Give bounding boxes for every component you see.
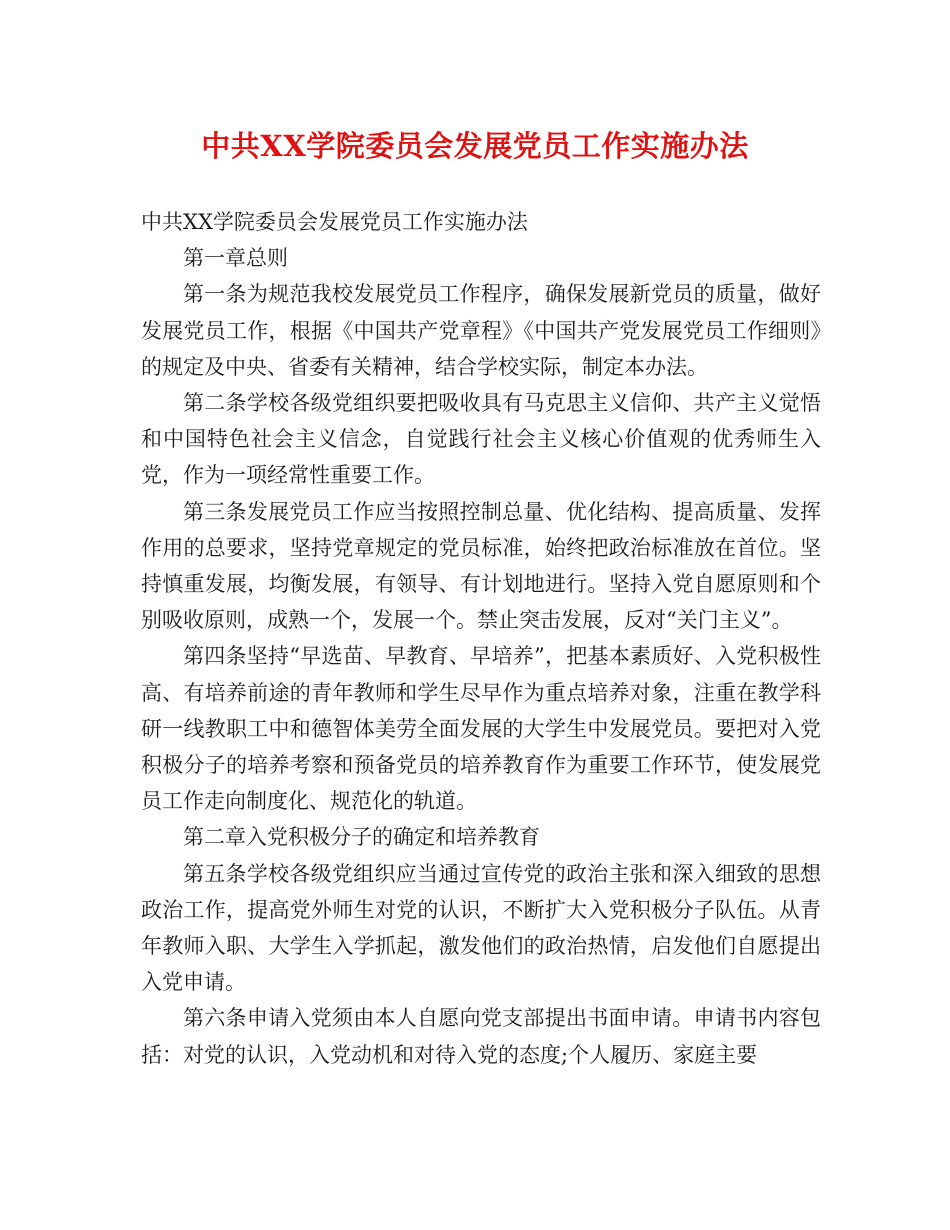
document-body — [141, 204, 821, 1073]
article-paragraph: 第五条学校各级党组织应当通过宣传党的政治主张和深入细致的思想政治工作，提高党外师生对党的认识，不断扩大入党积极分子队伍。从青年教师入职、大学生入学抓起，激发他们的政治热情，启发他们自愿提出入党申请。 — [141, 861, 821, 995]
article-paragraph: 第六条申请入党须由本人自愿向党支部提出书面申请。申请书内容包括：对党的认识，入党动机和对待入党的态度;个人履历、家庭主要 — [141, 1006, 821, 1067]
article-paragraph: 第二条学校各级党组织要把吸收具有马克思主义信仰、共产主义觉悟和中国特色社会主义信念，自觉践行社会主义核心价值观的优秀师生入党，作为一项经常性重要工作。 — [141, 391, 821, 488]
document-subtitle: 中共XX学院委员会发展党员工作实施办法 — [141, 210, 528, 234]
chapter-heading: 第一章总则 — [183, 246, 288, 271]
chapter-heading: 第二章入党积极分子的确定和培养教育 — [183, 825, 540, 850]
article-paragraph: 第一条为规范我校发展党员工作程序，确保发展新党员的质量，做好发展党员工作，根据《中国共产党章程》《中国共产党发展党员工作细则》的规定及中央、省委有关精神，结合学校实际，制定本办法。 — [141, 282, 821, 379]
article-paragraph: 第四条坚持“早选苗、早教育、早培养”，把基本素质好、入党积极性高、有培养前途的青年教师和学生尽早作为重点培养对象，注重在教学科研一线教职工中和德智体美劳全面发展的大学生中发展党员。要把对入党积极分子的培养考察和预备党员的培养教育作为重要工作环节，使发展党员工作走向制度化、规范化的轨道。 — [141, 644, 821, 814]
article-paragraph: 第三条发展党员工作应当按照控制总量、优化结构、提高质量、发挥作用的总要求，坚持党章规定的党员标准，始终把政治标准放在首位。坚持慎重发展，均衡发展，有领导、有计划地进行。坚持入党自愿原则和个别吸收原则，成熟一个，发展一个。禁止突击发展，反对“关门主义”。 — [141, 499, 821, 633]
document-title: 中共XX学院委员会发展党员工作实施办法 — [201, 129, 749, 163]
